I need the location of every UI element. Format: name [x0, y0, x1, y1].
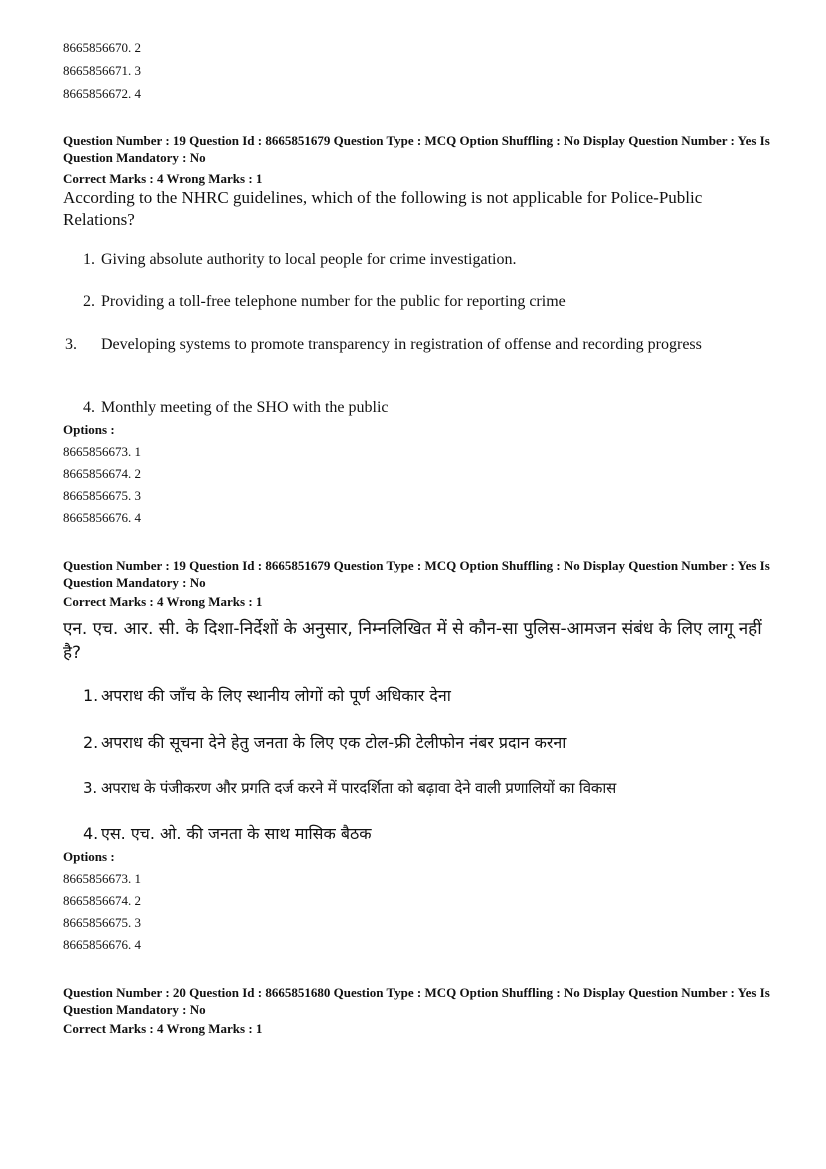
option-line: 8665856672. 4: [63, 86, 141, 101]
choice-item: [83, 777, 773, 799]
question-marks: Correct Marks : 4 Wrong Marks : 1: [63, 594, 263, 609]
choice-number: 4.: [83, 824, 99, 843]
choice-item: [83, 732, 773, 754]
choice-item: [83, 397, 773, 419]
question-meta: Question Number : 19 Question Id : 8665851679 Question Type : MCQ Option Shuffling : No Display Question Number : Yes Is Question Mandatory : No: [63, 558, 770, 590]
option-line: 8665856673. 1: [63, 444, 141, 459]
choice-text: अपराध के पंजीकरण और प्रगति दर्ज करने में पारदर्शिता को बढ़ावा देने वाली प्रणालियों का विकास: [101, 779, 617, 797]
choice-text: Monthly meeting of the SHO with the public: [101, 399, 389, 416]
choice-text: अपराध की सूचना देने हेतु जनता के लिए एक टोल-फ्री टेलीफोन नंबर प्रदान करना: [101, 733, 567, 752]
choice-item: [83, 249, 773, 271]
choice-number: 1.: [83, 686, 99, 705]
choice-number: 3.: [83, 779, 97, 797]
choice-number: 3.: [65, 336, 77, 353]
option-line: 8665856670. 2: [63, 40, 141, 55]
choice-text: एस. एच. ओ. की जनता के साथ मासिक बैठक: [101, 824, 372, 843]
choice-item: [83, 291, 773, 313]
option-line: 8665856675. 3: [63, 488, 141, 503]
choice-text: Giving absolute authority to local people for crime investigation.: [101, 251, 517, 268]
option-line: 8665856673. 1: [63, 871, 141, 886]
question-meta: Question Number : 20 Question Id : 8665851680 Question Type : MCQ Option Shuffling : No Display Question Number : Yes Is Question Mandatory : No: [63, 985, 770, 1017]
choice-number: 2.: [83, 733, 99, 752]
question-text: एन. एच. आर. सी. के दिशा-निर्देशों के अनुसार, निम्नलिखित में से कौन-सा पुलिस-आमजन संबंध के लिए लागू नहीं है?: [63, 619, 762, 663]
options-label: Options :: [63, 422, 115, 437]
option-line: 8665856674. 2: [63, 466, 141, 481]
option-line: 8665856675. 3: [63, 915, 141, 930]
choice-number: 2.: [83, 293, 95, 310]
option-line: 8665856676. 4: [63, 510, 141, 525]
choice-number: 1.: [83, 251, 95, 268]
question-meta: Question Number : 19 Question Id : 8665851679 Question Type : MCQ Option Shuffling : No Display Question Number : Yes Is Question Mandatory : No: [63, 133, 770, 165]
choice-item: [83, 823, 773, 845]
choice-text: Developing systems to promote transparency in registration of offense and recording progress: [101, 336, 702, 353]
option-line: 8665856676. 4: [63, 937, 141, 952]
option-line: 8665856671. 3: [63, 63, 141, 78]
choice-text: अपराध की जाँच के लिए स्थानीय लोगों को पूर्ण अधिकार देना: [101, 686, 451, 705]
options-label: Options :: [63, 849, 115, 864]
choice-text: Providing a toll-free telephone number for the public for reporting crime: [101, 293, 566, 310]
choice-item: [65, 334, 751, 356]
choice-number: 4.: [83, 399, 95, 416]
choice-item: [83, 685, 773, 707]
option-line: 8665856674. 2: [63, 893, 141, 908]
question-marks: Correct Marks : 4 Wrong Marks : 1: [63, 171, 263, 186]
question-text: According to the NHRC guidelines, which of the following is not applicable for Police-Public Relations?: [63, 188, 703, 229]
question-marks: Correct Marks : 4 Wrong Marks : 1: [63, 1021, 263, 1036]
